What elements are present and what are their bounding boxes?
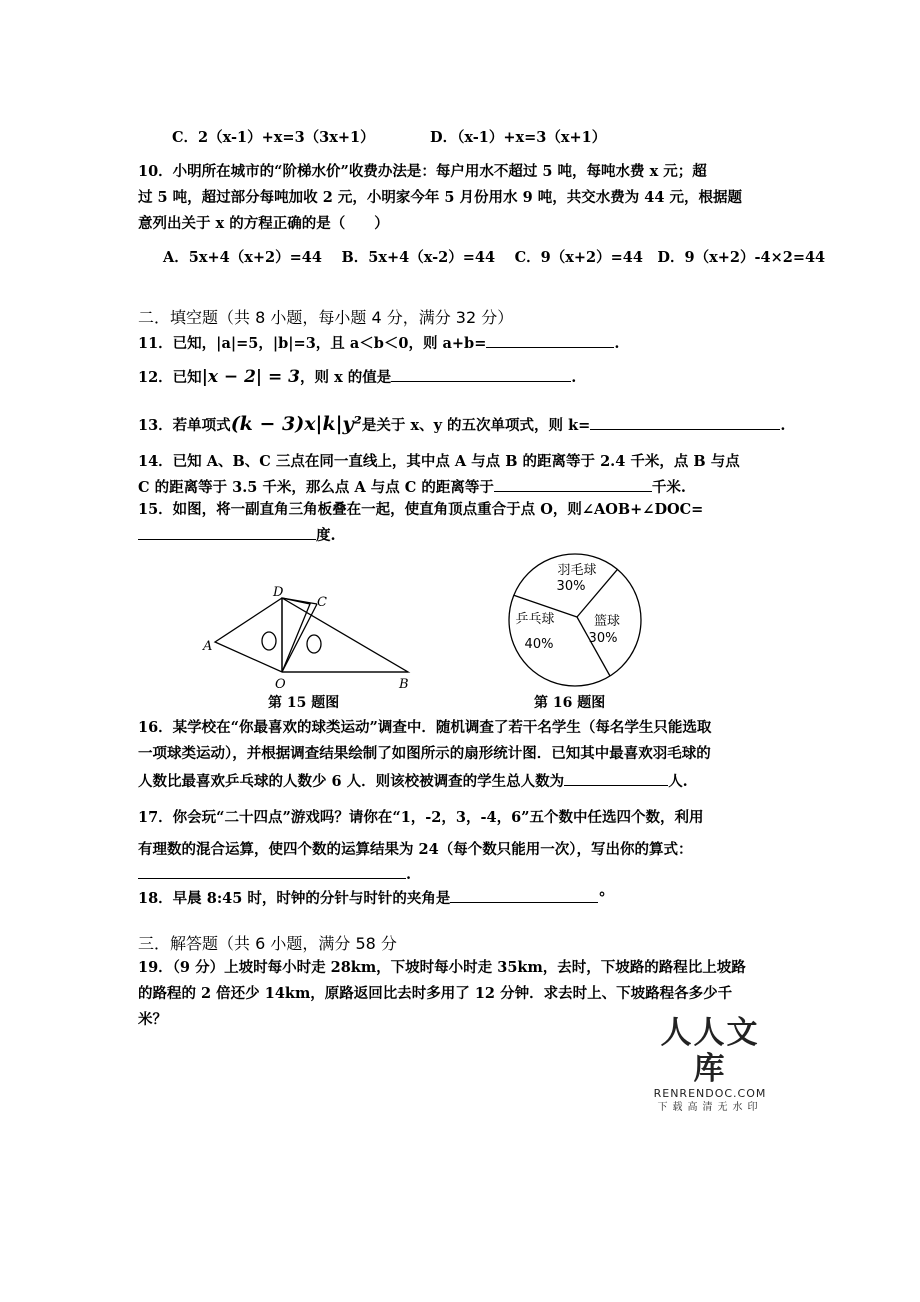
q15-end: 度.	[316, 527, 336, 544]
q10-options: A．5x+4（x+2）=44 B．5x+4（x-2）=44 C．9（x+2）=44 D．9（x+2）-4×2=44	[163, 249, 826, 266]
q19-line-3: 米？	[138, 1011, 167, 1028]
q18	[138, 887, 606, 909]
q13	[138, 414, 785, 436]
section-3-title: 三．解答题（共 6 小题，满分 58 分	[138, 934, 397, 953]
q10-line-1: 10．小明所在城市的“阶梯水价”收费办法是：每户用水不超过 5 吨，每吨水费 x 元；超	[138, 163, 707, 180]
q19-line-2: 的路程的 2 倍还少 14km，原路返回比去时多用了 12 分钟．求去时上、下坡路程各多少千	[138, 985, 733, 1002]
slice-pct-basketball: 30%	[588, 631, 618, 646]
q16-line-1: 16．某学校在“你最喜欢的球类运动”调查中．随机调查了若干名学生（每名学生只能选取	[138, 719, 712, 736]
q14-answer-blank[interactable]	[494, 476, 652, 492]
figure-16-pie-chart	[505, 550, 645, 690]
q9-option-d: D．（x-1）+x=3（x+1）	[430, 129, 607, 146]
q15-line-1: 15．如图，将一副直角三角板叠在一起，使直角顶点重合于点 O，则∠AOB+∠DOC=	[138, 501, 704, 518]
q10-line-3: 意列出关于 x 的方程正确的是（ ）	[138, 215, 389, 232]
q14-end: 千米.	[651, 479, 686, 496]
q12-answer-blank[interactable]	[391, 366, 571, 382]
triangle-hole-left	[262, 632, 276, 650]
q16-answer-blank[interactable]	[564, 770, 668, 786]
q9-option-c: C．2（x-1）+x=3（3x+1）	[172, 129, 375, 146]
q16-line-2: 一项球类运动），并根据调查结果绘制了如图所示的扇形统计图．已知其中最喜欢羽毛球的	[138, 745, 711, 762]
q11	[138, 332, 619, 354]
q15-line-2	[138, 524, 336, 546]
q12-text: 12．已知	[138, 369, 202, 386]
figure-16-caption: 第 16 题图	[534, 695, 606, 711]
slice-label-basketball: 篮球	[593, 614, 621, 629]
q12-formula: |x − 2| = 3	[201, 367, 301, 387]
slice-label-pingpong: 乒乓球	[515, 612, 555, 627]
q15-answer-blank[interactable]	[138, 524, 316, 540]
q10-line-2: 过 5 吨，超过部分每吨加收 2 元，小明家今年 5 月份用水 9 吨，共交水费为 44 元，根据题	[138, 189, 743, 206]
q17-answer-blank[interactable]	[138, 863, 406, 879]
section-2-title: 二．填空题（共 8 小题，每小题 4 分，满分 32 分）	[138, 308, 514, 327]
q17-line-2: 有理数的混合运算，使四个数的运算结果为 24（每个数只能用一次），写出你的算式：	[138, 841, 693, 858]
label-d: D	[273, 585, 284, 600]
watermark-url: RENRENDOC.COM	[653, 1087, 767, 1100]
q18-end: °	[598, 890, 606, 907]
q13-after: 是关于 x、y 的五次单项式，则 k=	[361, 417, 591, 434]
q16-end: 人.	[668, 773, 688, 790]
q12	[138, 366, 576, 388]
label-c: C	[317, 595, 327, 610]
q19-line-1: 19．（9 分）上坡时每小时走 28km，下坡时每小时走 35km，去时，下坡路的路程比上坡路	[138, 959, 746, 976]
watermark-subtitle: 下载高清无水印	[657, 1102, 763, 1113]
label-b: B	[399, 677, 409, 692]
q13-formula: (k − 3)x|k|y²	[230, 413, 362, 435]
label-a: A	[203, 639, 213, 654]
q13-end: .	[780, 417, 786, 434]
q13-answer-blank[interactable]	[590, 414, 780, 430]
q16-line-3-text: 人数比最喜欢乒乓球的人数少 6 人．则该校被调查的学生总人数为	[138, 773, 565, 790]
q14-line-2-text: C 的距离等于 3.5 千米，那么点 A 与点 C 的距离等于	[138, 479, 494, 496]
watermark-title: 人人文库	[660, 1015, 760, 1087]
q11-answer-blank[interactable]	[486, 332, 614, 348]
q17-line-1: 17．你会玩“二十四点”游戏吗？请你在“1，-2，3，-4，6”五个数中任选四个数，利用	[138, 809, 704, 826]
q17-end: .	[406, 866, 412, 883]
slice-label-badminton: 羽毛球	[557, 563, 597, 578]
q12-end: .	[571, 369, 577, 386]
q18-text: 18．早晨 8:45 时，时钟的分针与时针的夹角是	[138, 890, 451, 907]
triangle-hole-right	[307, 635, 321, 653]
slice-pct-pingpong: 40%	[524, 637, 554, 652]
q14-line-1: 14．已知 A、B、C 三点在同一直线上，其中点 A 与点 B 的距离等于 2.4 千米，点 B 与点	[138, 453, 740, 470]
q11-end: .	[614, 335, 620, 352]
segment-oc	[282, 604, 317, 672]
figure-15-caption: 第 15 题图	[268, 695, 340, 711]
q12-after: ，则 x 的值是	[300, 369, 392, 386]
q14-line-2	[138, 476, 686, 498]
figure-15-triangles	[195, 580, 435, 695]
label-o: O	[275, 677, 286, 692]
q13-text: 13．若单项式	[138, 417, 231, 434]
watermark-logo	[645, 1015, 775, 1115]
q16-line-3	[138, 770, 688, 792]
q17-line-3	[138, 863, 411, 885]
triangle-doc	[282, 598, 310, 672]
q11-text: 11．已知，|a|=5，|b|=3，且 a＜b＜0，则 a+b=	[138, 335, 487, 352]
slice-pct-badminton: 30%	[556, 579, 586, 594]
q18-answer-blank[interactable]	[450, 887, 598, 903]
